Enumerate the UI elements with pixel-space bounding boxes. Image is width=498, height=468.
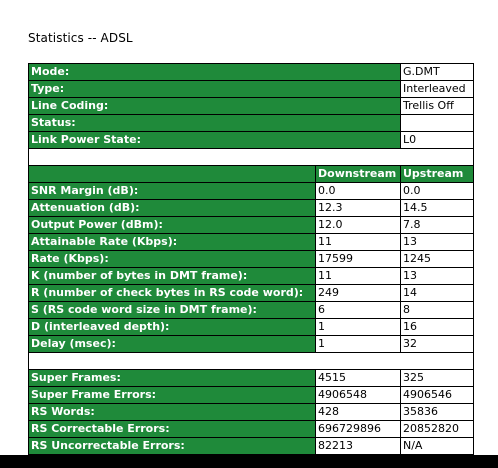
upstream-value: 8 <box>401 302 473 318</box>
line-coding-label: Line Coding: <box>29 98 400 114</box>
row-label: Output Power (dBm): <box>29 217 315 233</box>
row-label: Delay (msec): <box>29 336 315 352</box>
upstream-value: 7.8 <box>401 217 473 233</box>
table-row <box>29 217 473 233</box>
adsl-stats-table <box>28 63 474 455</box>
table-row <box>29 81 473 97</box>
upstream-value: 16 <box>401 319 473 335</box>
downstream-value: 12.3 <box>316 200 400 216</box>
table-row <box>29 319 473 335</box>
table-row <box>29 251 473 267</box>
upstream-header: Upstream <box>401 166 473 182</box>
table-row <box>29 438 473 454</box>
downstream-value: 4515 <box>316 370 400 386</box>
upstream-value: 4906546 <box>401 387 473 403</box>
header-empty-cell <box>29 166 315 182</box>
upstream-value: 20852820 <box>401 421 473 437</box>
downstream-value: 4906548 <box>316 387 400 403</box>
table-row <box>29 98 473 114</box>
table-row <box>29 200 473 216</box>
table-row <box>29 421 473 437</box>
row-label: Attainable Rate (Kbps): <box>29 234 315 250</box>
spacer-cell <box>29 149 473 165</box>
link-power-state-value: L0 <box>401 132 473 148</box>
status-value <box>401 115 473 131</box>
row-label: RS Words: <box>29 404 315 420</box>
table-row <box>29 183 473 199</box>
downstream-value: 11 <box>316 268 400 284</box>
upstream-value: 14 <box>401 285 473 301</box>
table-row <box>29 132 473 148</box>
type-value: Interleaved <box>401 81 473 97</box>
upstream-value: 32 <box>401 336 473 352</box>
row-label: Super Frame Errors: <box>29 387 315 403</box>
upstream-value: 14.5 <box>401 200 473 216</box>
mode-value: G.DMT <box>401 64 473 80</box>
row-label: D (interleaved depth): <box>29 319 315 335</box>
table-row <box>29 336 473 352</box>
spacer-cell <box>29 353 473 369</box>
downstream-header: Downstream <box>316 166 400 182</box>
downstream-value: 249 <box>316 285 400 301</box>
line-coding-value: Trellis Off <box>401 98 473 114</box>
table-row <box>29 268 473 284</box>
table-row <box>29 115 473 131</box>
spacer-row <box>29 149 473 165</box>
table-row <box>29 234 473 250</box>
row-label: SNR Margin (dB): <box>29 183 315 199</box>
downstream-value: 6 <box>316 302 400 318</box>
table-row <box>29 387 473 403</box>
link-power-state-label: Link Power State: <box>29 132 400 148</box>
row-label: K (number of bytes in DMT frame): <box>29 268 315 284</box>
row-label: Super Frames: <box>29 370 315 386</box>
table-row <box>29 64 473 80</box>
upstream-value: 35836 <box>401 404 473 420</box>
page-title: Statistics -- ADSL <box>28 31 133 45</box>
upstream-value: 13 <box>401 268 473 284</box>
downstream-value: 1 <box>316 319 400 335</box>
row-label: S (RS code word size in DMT frame): <box>29 302 315 318</box>
downstream-value: 1 <box>316 336 400 352</box>
row-label: Rate (Kbps): <box>29 251 315 267</box>
downstream-value: 12.0 <box>316 217 400 233</box>
row-label: RS Uncorrectable Errors: <box>29 438 315 454</box>
upstream-value: 13 <box>401 234 473 250</box>
upstream-value: 325 <box>401 370 473 386</box>
window-bottom-edge <box>0 455 498 468</box>
row-label: Attenuation (dB): <box>29 200 315 216</box>
type-label: Type: <box>29 81 400 97</box>
downstream-value: 82213 <box>316 438 400 454</box>
column-header-row <box>29 166 473 182</box>
downstream-value: 11 <box>316 234 400 250</box>
mode-label: Mode: <box>29 64 400 80</box>
downstream-value: 0.0 <box>316 183 400 199</box>
spacer-row <box>29 353 473 369</box>
table-row <box>29 285 473 301</box>
table-row <box>29 370 473 386</box>
upstream-value: 1245 <box>401 251 473 267</box>
upstream-value: 0.0 <box>401 183 473 199</box>
downstream-value: 428 <box>316 404 400 420</box>
row-label: R (number of check bytes in RS code word): <box>29 285 315 301</box>
table-row <box>29 302 473 318</box>
downstream-value: 696729896 <box>316 421 400 437</box>
upstream-value: N/A <box>401 438 473 454</box>
downstream-value: 17599 <box>316 251 400 267</box>
status-label: Status: <box>29 115 400 131</box>
row-label: RS Correctable Errors: <box>29 421 315 437</box>
table-row <box>29 404 473 420</box>
